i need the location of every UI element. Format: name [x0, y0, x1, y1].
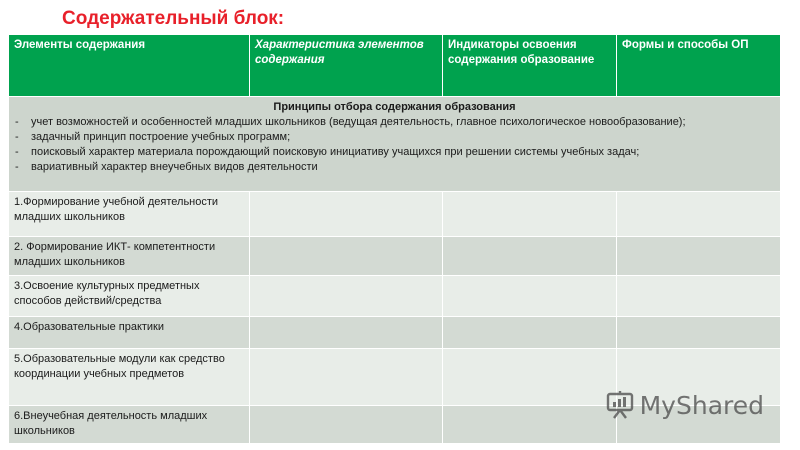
empty-cell [443, 237, 617, 276]
empty-cell [617, 317, 781, 349]
header-row [9, 35, 781, 97]
empty-cell [617, 192, 781, 237]
content-table [8, 34, 781, 444]
table-row [9, 192, 781, 237]
empty-cell [250, 192, 443, 237]
row-label: 6.Внеучебная деятельность младших школьников [9, 406, 250, 444]
header-cell-characteristics: Характеристика элементов содержания [250, 35, 443, 97]
empty-cell [617, 276, 781, 317]
principles-title: Принципы отбора содержания образования [273, 101, 516, 113]
empty-cell [250, 317, 443, 349]
header-cell-forms: Формы и способы ОП [617, 35, 781, 97]
principles-row [9, 97, 781, 192]
principle-item: - поисковый характер материала порождающий поисковую инициативу учащихся при решении системы учебных задач; [15, 145, 774, 160]
empty-cell [443, 317, 617, 349]
principle-item: - задачный принцип построение учебных программ; [15, 130, 774, 145]
table-row [9, 317, 781, 349]
page-title: Содержательный блок: [62, 8, 285, 29]
principles-cell [9, 97, 781, 192]
empty-cell [443, 406, 617, 444]
table-row [9, 276, 781, 317]
empty-cell [617, 237, 781, 276]
row-label: 1.Формирование учебной деятельности младших школьников [9, 192, 250, 237]
empty-cell [443, 192, 617, 237]
table-row [9, 237, 781, 276]
empty-cell [250, 276, 443, 317]
empty-cell [250, 406, 443, 444]
row-label: 5.Образовательные модули как средство координации учебных предметов [9, 349, 250, 406]
empty-cell [443, 276, 617, 317]
principles-list [15, 115, 774, 175]
principle-item: - учет возможностей и особенностей младших школьников (ведущая деятельность, главное психологическое новообразование); [15, 115, 774, 130]
header-cell-indicators: Индикаторы освоения содержания образование [443, 35, 617, 97]
row-label: 4.Образовательные практики [9, 317, 250, 349]
empty-cell [443, 349, 617, 406]
header-cell-elements: Элементы содержания [9, 35, 250, 97]
row-label: 3.Освоение культурных предметных способов действий/средства [9, 276, 250, 317]
watermark-text: MyShared [639, 390, 764, 420]
empty-cell [250, 349, 443, 406]
row-label: 2. Формирование ИКТ- компетентности младших школьников [9, 237, 250, 276]
watermark [605, 390, 764, 420]
empty-cell [250, 237, 443, 276]
principle-item: - вариативный характер внеучебных видов деятельности [15, 160, 774, 175]
presentation-board-icon [605, 390, 635, 420]
